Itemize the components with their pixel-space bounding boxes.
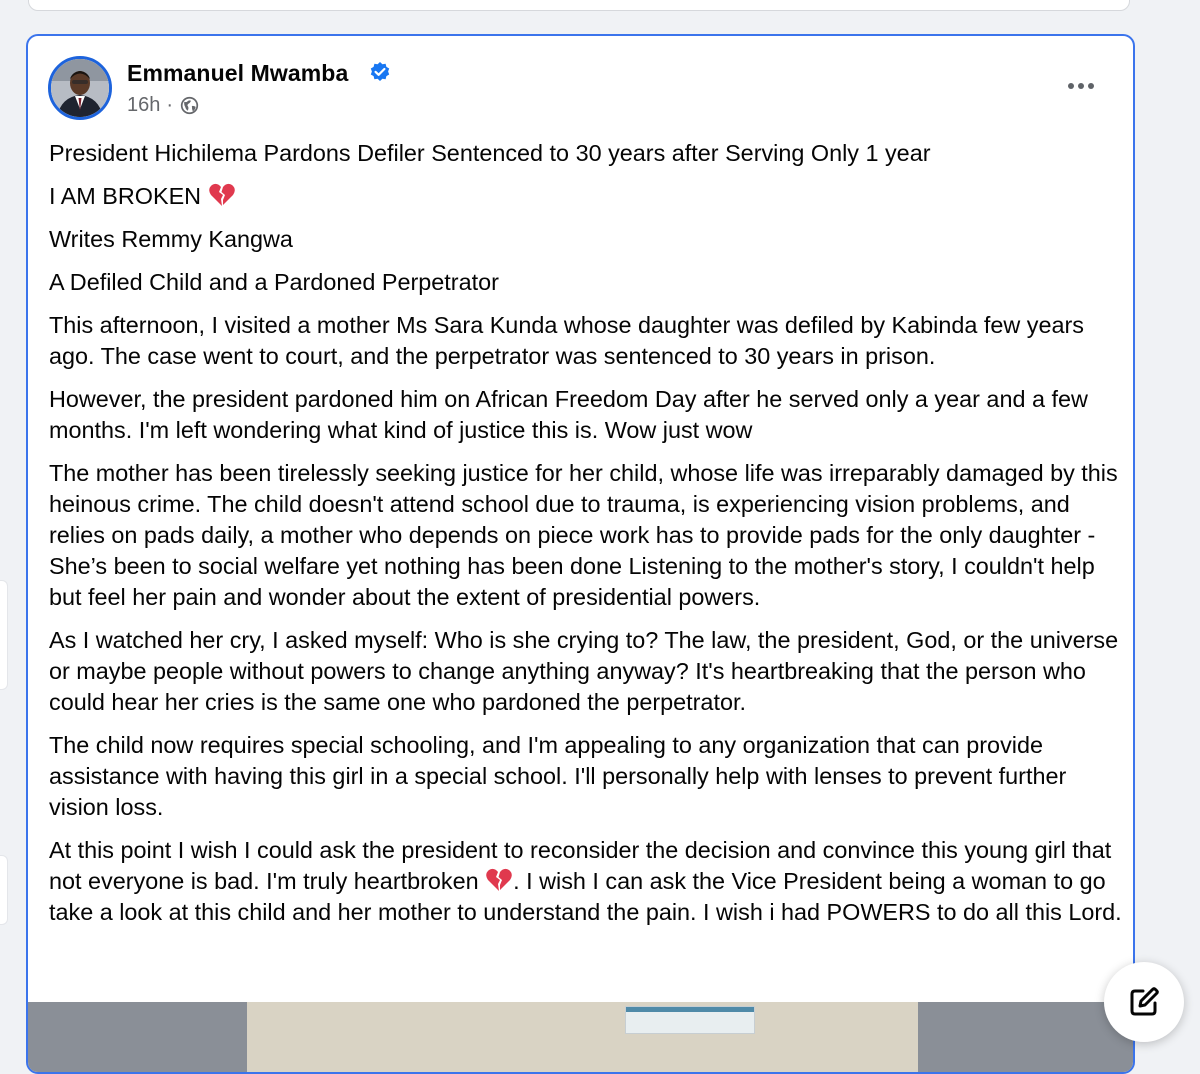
post-paragraph: I AM BROKEN: [49, 181, 1124, 212]
broken-heart-icon: [485, 867, 513, 893]
post-paragraph: The mother has been tirelessly seeking justice for her child, whose life was irreparably damaged by this heinous crime. The child doesn't attend school due to trauma, is experiencing vision problems, and relies on pads daily, a mother who depends on piece work has to provide pads for the only daughter -She’s been to social welfare yet nothing has been done Listening to the mother's story, I couldn't help but feel her pain and wonder about the extent of presidential powers.: [49, 460, 1118, 610]
post-paragraph: Writes Remmy Kangwa: [49, 226, 293, 252]
post-header: [28, 36, 1133, 136]
previous-post-card: [28, 0, 1130, 11]
more-options-icon: [1067, 82, 1095, 90]
post-media[interactable]: [28, 1002, 1133, 1074]
broken-heart-icon: [208, 182, 236, 208]
meta-separator: ·: [166, 94, 174, 116]
post-card: [26, 34, 1135, 1074]
post-text: [49, 138, 1124, 940]
post-paragraph: This afternoon, I visited a mother Ms Sara Kunda whose daughter was defiled by Kabinda few years ago. The case went to court, and the perpetrator was sentenced to 30 years in prison.: [49, 312, 1084, 369]
compose-icon: [1126, 984, 1162, 1020]
post-paragraph: As I watched her cry, I asked myself: Who is she crying to? The law, the president, God, or the universe or maybe people without powers to change anything anyway? It's heartbreaking that the person who could hear her cries is the same one who pardoned the perpetrator.: [49, 627, 1119, 715]
post-paragraph: President Hichilema Pardons Defiler Sentenced to 30 years after Serving Only 1 year: [49, 140, 931, 166]
post-time[interactable]: 16h: [127, 94, 161, 116]
post-paragraph: At this point I wish I could ask the president to reconsider the decision and convince this young girl that not everyone is bad. I'm truly heartbroken . I wish I can ask the Vice President being a woman to go take a look at this child and her mother to understand the pain. I wish i had POWERS to do all this Lord.: [49, 837, 1122, 925]
post-paragraph: However, the president pardoned him on African Freedom Day after he served only a year and a few months. I'm left wondering what kind of justice this is. Wow just wow: [49, 386, 1088, 443]
globe-icon[interactable]: [180, 96, 199, 115]
compose-button[interactable]: [1104, 962, 1184, 1042]
photo-calendar-poster: [625, 1006, 755, 1034]
post-photo[interactable]: [247, 1002, 918, 1074]
left-panel-edge: [0, 580, 8, 690]
post-meta: [127, 94, 199, 117]
post-paragraph: The child now requires special schooling, and I'm appealing to any organization that can provide assistance with having this girl in a special school. I'll personally help with lenses to prevent further vision loss.: [49, 732, 1067, 820]
author-name[interactable]: Emmanuel Mwamba: [127, 60, 349, 86]
post-paragraph: A Defiled Child and a Pardoned Perpetrator: [49, 269, 499, 295]
verified-badge-icon: [369, 61, 391, 83]
more-options-button[interactable]: [1063, 74, 1099, 98]
avatar[interactable]: [48, 56, 112, 120]
left-panel-edge: [0, 855, 8, 925]
